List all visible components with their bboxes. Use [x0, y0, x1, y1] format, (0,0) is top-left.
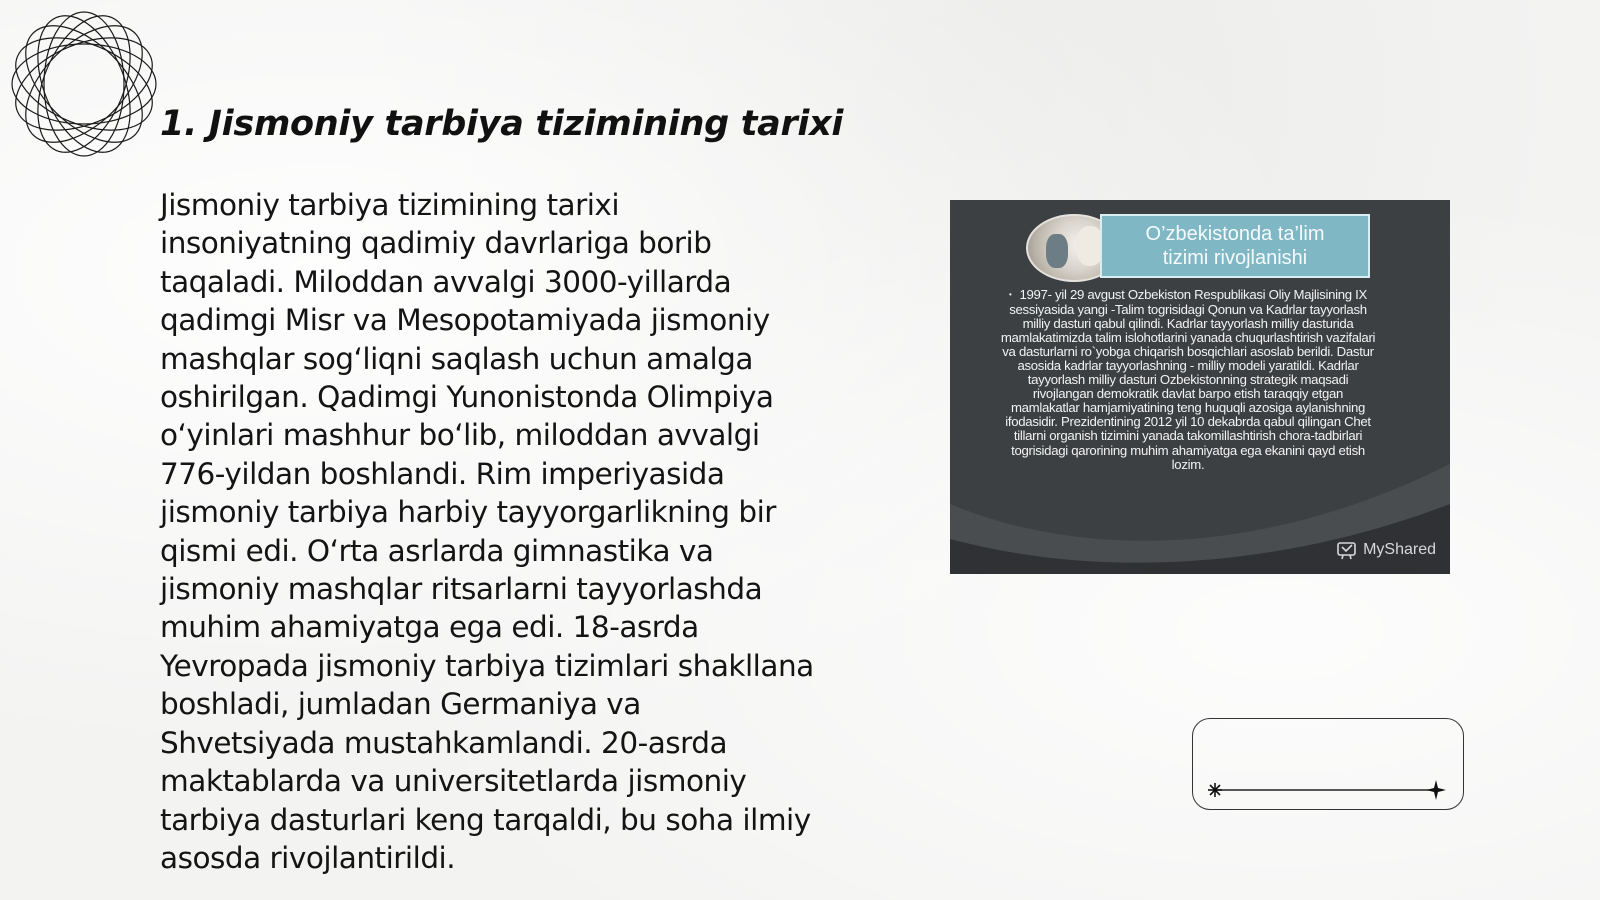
slide-banner-title: O’zbekistonda ta’lim tizimi rivojlanishi — [1145, 223, 1325, 269]
myshared-logo-icon — [1336, 540, 1358, 560]
slide-paragraph-text: 1997- yil 29 avgust Ozbekiston Respublikasi Oliy Majlisining IX sessiyasida yangi -Talim togrisidagi Qonun va Kadrlar tayyorlash milliy dasturi qabul qilindi. Kadrlar tayyorlash milliy dasturida mamlakatimizda talim islohotlarini yanada chuqurlashtirish vazifalari va dasturlarni ro`yobga chiqarish bosqichlari asoslab berildi. Dastur asosida kadrlar tayyorlashning - milliy modeli yaratildi. Kadrlar tayyorlash milliy dasturi Ozbekistonning strategik maqsadi rivojlangan demokratik davlat barpo etish taraqqiy etgan mamlakatlar hamjamiyatining teng huquqli azosiga aylanishning ifodasidir. Prezidentining 2012 yil 10 dekabrda qabul qilingan Chet tillarni organish tizimini yanada takomillashtirish chora-tadbirlari togrisidagi qarorining muhim ahamiyatga ega ekanini qayd etish lozim. — [1000, 287, 1376, 472]
myshared-watermark — [1336, 540, 1436, 560]
embedded-slide-image — [950, 200, 1450, 574]
slide-title: 1. Jismoniy tarbiya tizimining tarixi — [160, 104, 844, 144]
decorative-line — [1205, 779, 1453, 801]
starburst-icon — [1208, 783, 1222, 797]
slide-paragraph — [998, 288, 1378, 472]
spirograph-icon — [8, 8, 160, 160]
slide-body-text: Jismoniy tarbiya tizimining tarixi insoniyatning qadimiy davrlariga borib taqaladi. Miloddan avvalgi 3000-yillarda qadimgi Misr va Mesopotamiyada jismoniy mashqlar sog‘liqni saqlash uchun amalga oshirilgan. Qadimgi Yunonistonda Olimpiya o‘yinlari mashhur bo‘lib, miloddan avvalgi 776-yildan boshlandi. Rim imperiyasida jismoniy tarbiya harbiy tayyorgarlikning bir qismi edi. O‘rta asrlarda gimnastika va jismoniy mashqlar ritsarlarni tayyorlashda muhim ahamiyatga ega edi. 18-asrda Yevropada jismoniy tarbiya tizimlari shakllana boshladi, jumladan Germaniya va Shvetsiyada mustahkamlandi. 20-asrda maktablarda va universitetlarda jismoniy tarbiya dasturlari keng tarqaldi, bu soha ilmiy asosda rivojlantirildi. — [160, 188, 814, 875]
sparkle-icon — [1426, 780, 1446, 800]
slide-banner — [1100, 214, 1370, 278]
watermark-label: MyShared — [1363, 541, 1436, 558]
bullet-icon: • — [1008, 290, 1012, 300]
decorative-rounded-box — [1192, 718, 1464, 810]
